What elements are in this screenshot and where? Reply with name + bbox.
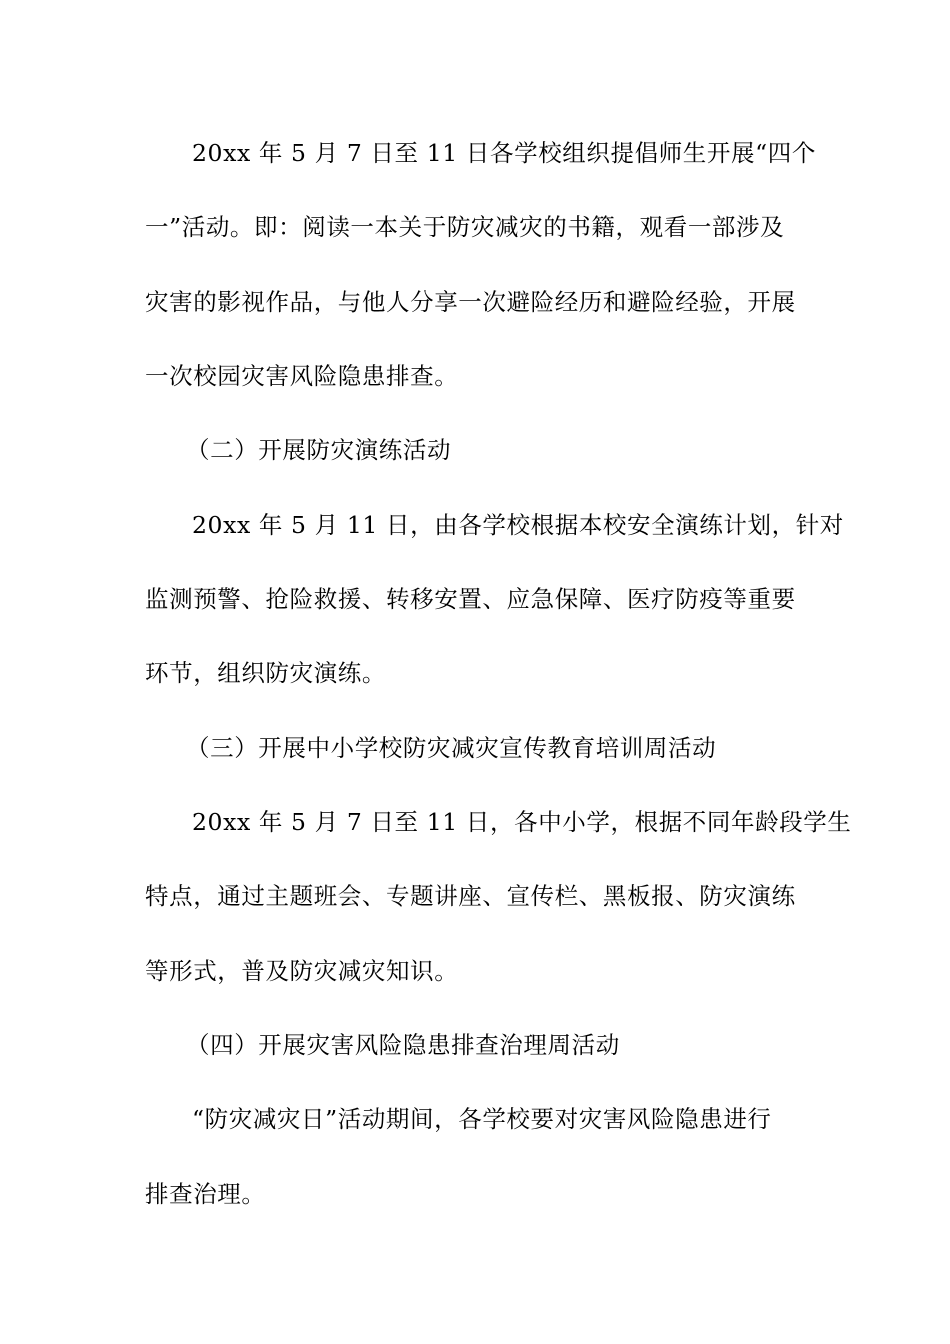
- paragraph-1-line-4: 一次校园灾害风险隐患排查。: [145, 362, 459, 390]
- paragraph-2-line-2: 监测预警、抢险救援、转移安置、应急保障、医疗防疫等重要: [145, 585, 796, 613]
- paragraph-2-line-3: 环节，组织防灾演练。: [145, 659, 386, 687]
- section-heading-2: （二）开展防灾演练活动: [186, 436, 452, 464]
- section-heading-4: （四）开展灾害风险隐患排查治理周活动: [186, 1031, 620, 1059]
- paragraph-3-line-2: 特点，通过主题班会、专题讲座、宣传栏、黑板报、防灾演练: [145, 882, 796, 910]
- paragraph-1-line-3: 灾害的影视作品，与他人分享一次避险经历和避险经验，开展: [145, 288, 796, 316]
- paragraph-1-line-2: 一”活动。即：阅读一本关于防灾减灾的书籍，观看一部涉及: [145, 213, 785, 241]
- paragraph-1-line-1: 20xx 年 5 月 7 日至 11 日各学校组织提倡师生开展“四个: [192, 139, 816, 167]
- paragraph-2-line-1: 20xx 年 5 月 11 日，由各学校根据本校安全演练计划，针对: [192, 511, 844, 539]
- paragraph-4-line-2: 排查治理。: [145, 1180, 266, 1208]
- paragraph-4-line-1: “防灾减灾日”活动期间，各学校要对灾害风险隐患进行: [192, 1105, 772, 1133]
- paragraph-3-line-1: 20xx 年 5 月 7 日至 11 日，各中小学，根据不同年龄段学生: [192, 808, 852, 836]
- section-heading-3: （三）开展中小学校防灾减灾宣传教育培训周活动: [186, 734, 717, 762]
- paragraph-3-line-3: 等形式，普及防灾减灾知识。: [145, 957, 459, 985]
